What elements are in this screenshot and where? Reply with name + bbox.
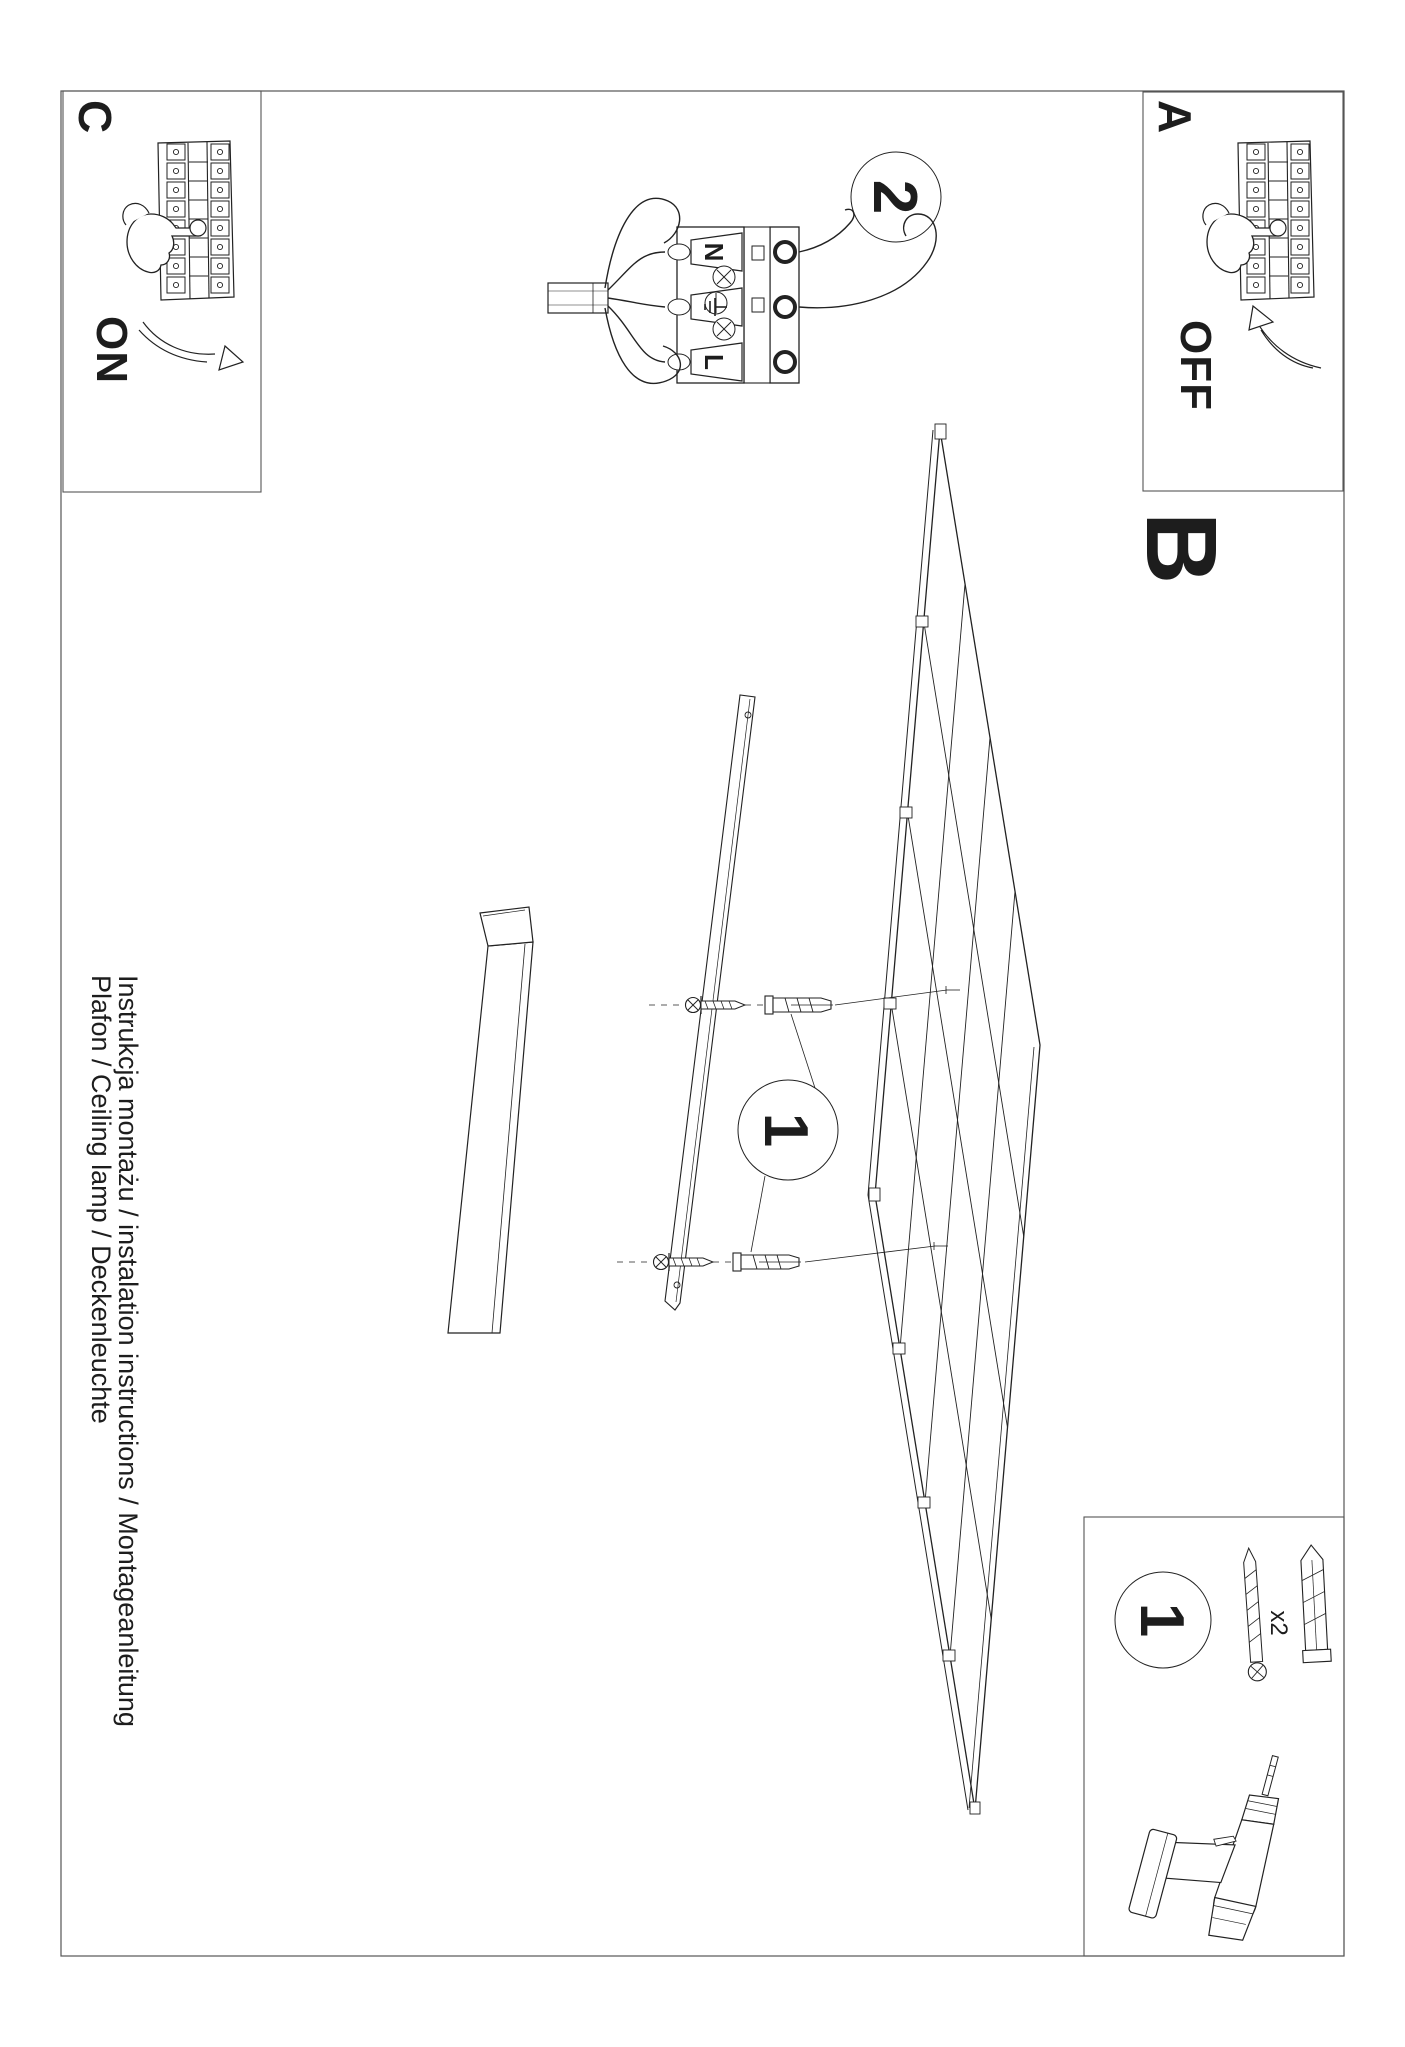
- step-a-label: A: [1149, 100, 1201, 134]
- wall-plug-icon: [1297, 1544, 1331, 1662]
- parts-box: [1084, 1517, 1344, 1956]
- document-title-line1: Instrukcja montażu / instalation instructions / Montageanleitung: [113, 975, 143, 1727]
- screw-icon: [1240, 1548, 1267, 1682]
- step-a-panel: [1143, 92, 1343, 491]
- grid-frame: [868, 424, 1040, 1814]
- screw-anchor-set: [649, 996, 833, 1014]
- quantity-label: x2: [1265, 1610, 1292, 1636]
- step-b-label: B: [1125, 512, 1237, 585]
- off-arrow-icon: [1249, 306, 1321, 368]
- terminal-n-label: N: [699, 242, 729, 262]
- step-c-label: C: [69, 100, 121, 134]
- mounting-figure: [448, 424, 1040, 1814]
- supply-cable: [548, 283, 608, 313]
- screw-anchor-set: [617, 1253, 801, 1271]
- lamp-profile: [448, 907, 533, 1333]
- on-arrow-icon: [139, 322, 243, 370]
- terminal-l-label: L: [699, 354, 729, 370]
- step-c-panel: [63, 91, 261, 492]
- breaker-switch-knob: [1270, 220, 1286, 236]
- off-label: OFF: [1171, 320, 1220, 411]
- wiring-figure: [548, 152, 941, 383]
- parts-step-number: 1: [1127, 1602, 1196, 1638]
- drill-icon: [1128, 1730, 1295, 1945]
- document-title-line2: Plafon / Ceiling lamp / Deckenleuchte: [86, 975, 116, 1424]
- step-1-number: 1: [751, 1112, 820, 1148]
- step-2-number: 2: [860, 179, 929, 215]
- breaker-switch-knob: [190, 220, 206, 236]
- on-label: ON: [87, 316, 136, 384]
